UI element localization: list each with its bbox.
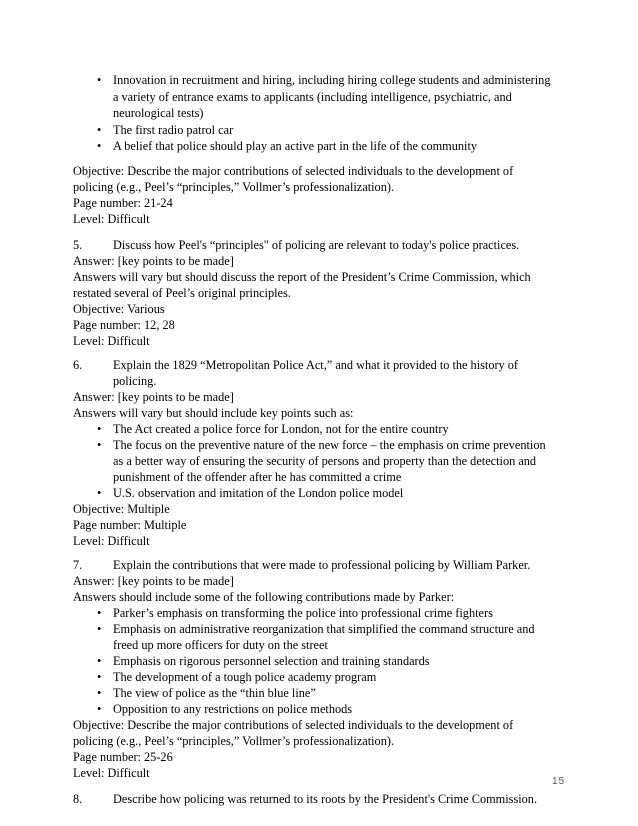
bullet-icon: •: [97, 438, 102, 452]
bullet-icon: •: [97, 670, 102, 684]
objective-text: policing (e.g., Peel’s “principles,” Vollmer’s professionalization).: [73, 734, 395, 748]
question-text: Explain the contributions that were made to professional policing by William Parker.: [113, 558, 531, 572]
objective-text: Objective: Describe the major contributions of selected individuals to the development of: [73, 164, 514, 178]
bullet-text: punishment of the offender after he has committed a crime: [113, 470, 402, 484]
bullet-text: freed up more officers for duty on the street: [113, 638, 328, 652]
level-text: Level: Difficult: [73, 334, 150, 348]
answer-text: Answers should include some of the following contributions made by Parker:: [73, 590, 455, 604]
bullet-icon: •: [97, 606, 102, 620]
bullet-text: The focus on the preventive nature of the new force – the emphasis on crime prevention: [113, 438, 546, 452]
bullet-icon: •: [97, 702, 102, 716]
page-number-ref: Page number: Multiple: [73, 518, 187, 532]
bullet-text: Emphasis on administrative reorganization that simplified the command structure and: [113, 622, 535, 636]
bullet-text: a variety of entrance exams to applicants (including intelligence, psychiatric, and: [113, 90, 512, 104]
bullet-text: neurological tests): [113, 106, 204, 120]
objective-text: Objective: Multiple: [73, 502, 170, 516]
bullet-text: The first radio patrol car: [113, 123, 234, 137]
question-text: Explain the 1829 “Metropolitan Police Act,” and what it provided to the history of: [113, 358, 519, 372]
question-number: 8.: [73, 792, 83, 806]
bullet-icon: •: [97, 422, 102, 436]
question-text: Discuss how Peel's “principles" of policing are relevant to today's police practices.: [113, 238, 520, 252]
answer-label: Answer: [key points to be made]: [73, 574, 234, 588]
page-number-ref: Page number: 21-24: [73, 196, 173, 210]
page-number-ref: Page number: 25-26: [73, 750, 173, 764]
level-text: Level: Difficult: [73, 212, 150, 226]
answer-text: restated several of Peel’s original principles.: [73, 286, 291, 300]
bullet-text: The Act created a police force for London, not for the entire country: [113, 422, 449, 436]
answer-label: Answer: [key points to be made]: [73, 254, 234, 268]
objective-text: Objective: Various: [73, 302, 165, 316]
question-text: policing.: [113, 374, 157, 388]
bullet-text: Opposition to any restrictions on police methods: [113, 702, 353, 716]
question-text: Describe how policing was returned to its roots by the President's Crime Commission.: [113, 792, 538, 806]
bullet-text: A belief that police should play an active part in the life of the community: [113, 139, 478, 153]
answer-label: Answer: [key points to be made]: [73, 390, 234, 404]
bullet-icon: •: [97, 139, 102, 153]
answer-text: Answers will vary but should discuss the report of the President’s Crime Commission, which: [73, 270, 531, 284]
bullet-icon: •: [97, 123, 102, 137]
bullet-text: The development of a tough police academy program: [113, 670, 377, 684]
bullet-icon: •: [97, 486, 102, 500]
bullet-text: as a better way of ensuring the security of persons and property than the detection and: [113, 454, 537, 468]
level-text: Level: Difficult: [73, 534, 150, 548]
bullet-text: U.S. observation and imitation of the London police model: [113, 486, 404, 500]
bullet-text: Innovation in recruitment and hiring, including hiring college students and administering: [113, 73, 551, 87]
level-text: Level: Difficult: [73, 766, 150, 780]
question-number: 7.: [73, 558, 83, 572]
bullet-icon: •: [97, 654, 102, 668]
bullet-icon: •: [97, 686, 102, 700]
bullet-text: Parker’s emphasis on transforming the police into professional crime fighters: [113, 606, 493, 620]
page-number-ref: Page number: 12, 28: [73, 318, 175, 332]
bullet-text: The view of police as the “thin blue line”: [113, 686, 316, 700]
answer-text: Answers will vary but should include key points such as:: [73, 406, 354, 420]
bullet-icon: •: [97, 73, 102, 87]
bullet-icon: •: [97, 622, 102, 636]
objective-text: Objective: Describe the major contributions of selected individuals to the development of: [73, 718, 514, 732]
bullet-text: Emphasis on rigorous personnel selection and training standards: [113, 654, 430, 668]
objective-text: policing (e.g., Peel’s “principles,” Vollmer’s professionalization).: [73, 180, 395, 194]
question-number: 5.: [73, 238, 83, 252]
question-number: 6.: [73, 358, 83, 372]
page-footer-number: 15: [552, 776, 566, 787]
